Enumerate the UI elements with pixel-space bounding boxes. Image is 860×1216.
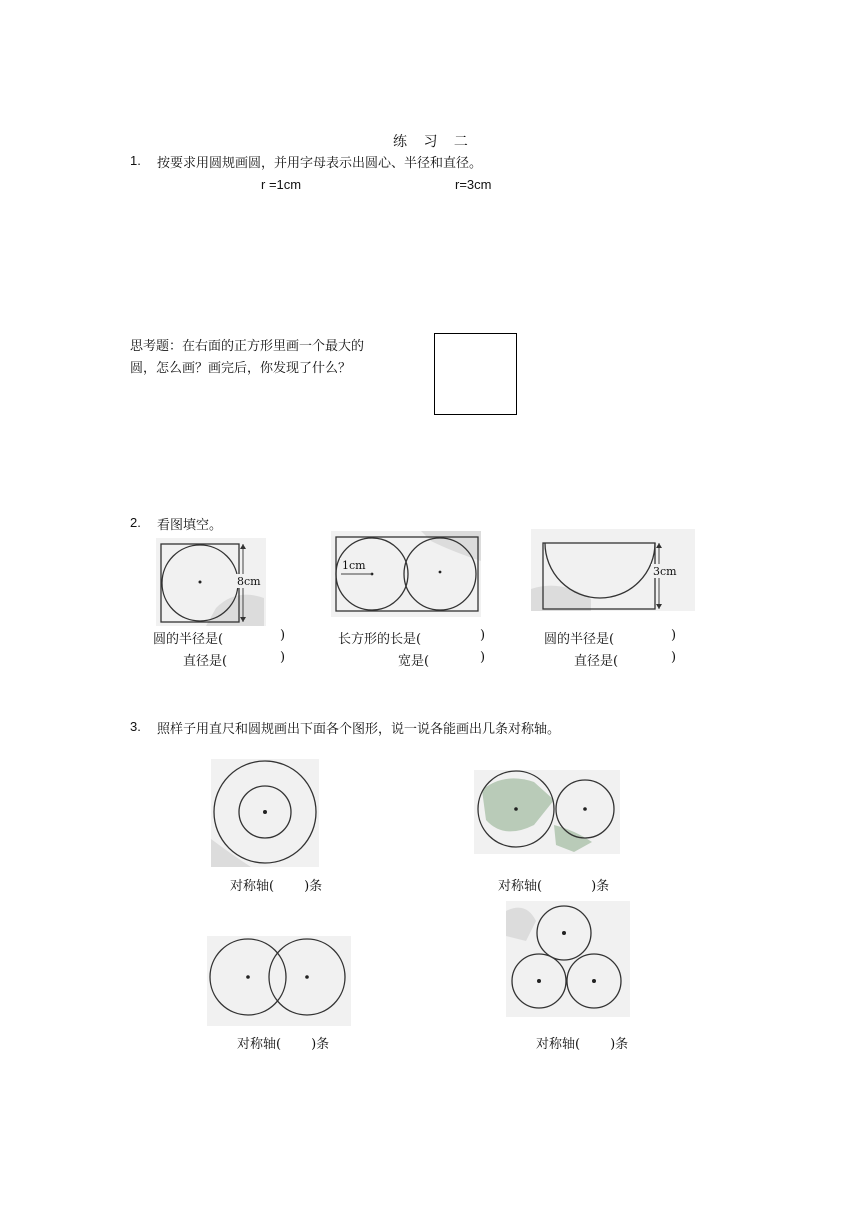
fig1-label: 8cm — [237, 575, 261, 588]
axis-blank-3: 对称轴( )条 — [237, 1037, 330, 1052]
blank-diameter-1: 直径是( — [183, 654, 228, 669]
blank-diameter-1-end: ) — [280, 650, 286, 665]
axis-blank-4: 对称轴( )条 — [536, 1037, 629, 1052]
figure-tangent-circles — [474, 770, 620, 854]
q1-text: 按要求用圆规画圆，并用字母表示出圆心、半径和直径。 — [157, 156, 483, 171]
figure-overlapping-circles — [207, 936, 351, 1026]
figure-concentric-circles — [211, 759, 319, 867]
blank-radius-3: 圆的半径是( — [544, 632, 615, 647]
blank-rect-width: 宽是( — [398, 654, 430, 669]
q1-number: 1. — [130, 153, 141, 168]
fig2-label: 1cm — [342, 559, 366, 572]
q2-text: 看图填空。 — [157, 518, 223, 533]
blank-rect-length: 长方形的长是( — [338, 632, 422, 647]
page-title: 练 习 二 — [393, 134, 474, 150]
blank-diameter-3-end: ) — [671, 650, 677, 665]
think-question-line2: 圆，怎么画？画完后，你发现了什么？ — [130, 361, 352, 376]
think-question-line1: 思考题：在右面的正方形里画一个最大的 — [130, 339, 365, 354]
blank-radius-3-end: ) — [671, 628, 677, 643]
figure-semicircle-rect — [531, 529, 695, 611]
figure-three-circles — [506, 901, 630, 1017]
blank-radius-1-end: ) — [280, 628, 286, 643]
figure-two-circles-rect — [331, 531, 481, 617]
axis-blank-2: 对称轴( )条 — [498, 879, 610, 894]
axis-blank-1: 对称轴( )条 — [230, 879, 323, 894]
blank-rect-width-end: ) — [480, 650, 486, 665]
blank-radius-1: 圆的半径是( — [153, 632, 224, 647]
fig3-label: 3cm — [653, 565, 677, 578]
blank-rect-length-end: ) — [480, 628, 486, 643]
blank-diameter-3: 直径是( — [574, 654, 619, 669]
drawing-square[interactable] — [434, 333, 517, 415]
q3-number: 3. — [130, 719, 141, 734]
q1-radius-2: r=3cm — [455, 177, 492, 192]
q2-number: 2. — [130, 515, 141, 530]
figure-circle-in-square — [156, 538, 266, 626]
q3-text: 照样子用直尺和圆规画出下面各个图形，说一说各能画出几条对称轴。 — [157, 722, 561, 737]
q1-radius-1: r =1cm — [261, 177, 302, 192]
